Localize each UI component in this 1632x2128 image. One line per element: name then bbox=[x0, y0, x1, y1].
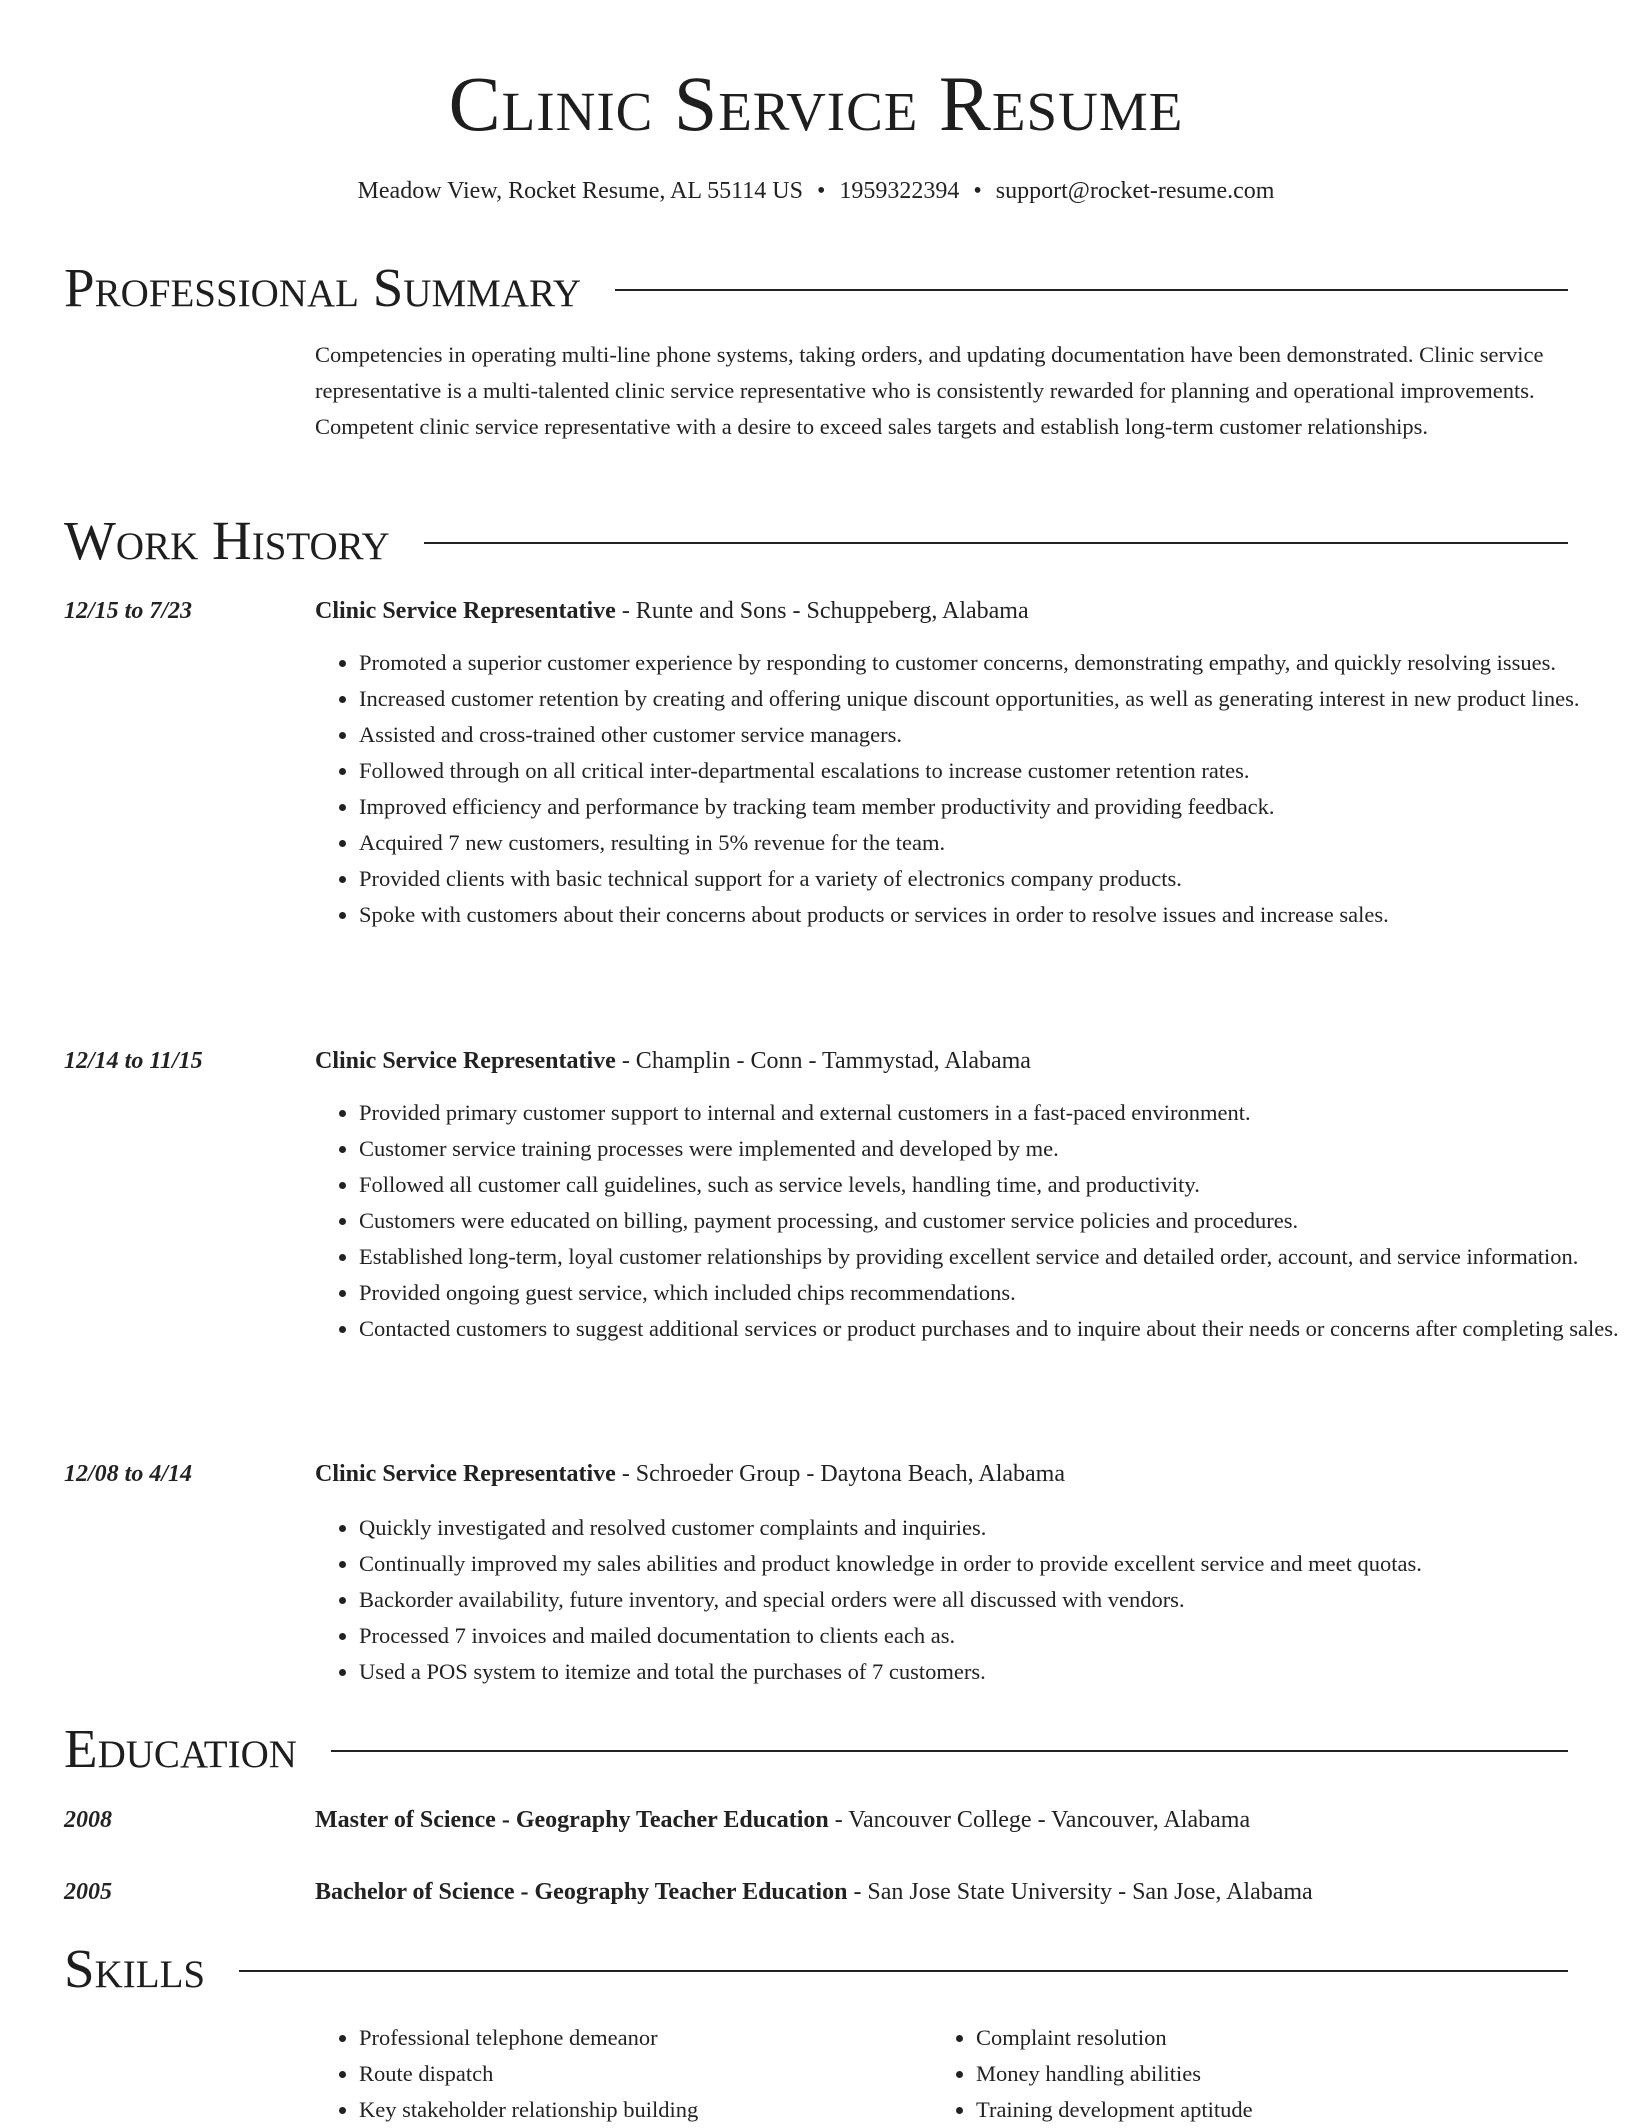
summary-text: Competencies in operating multi-line phone systems, taking orders, and updating documentation have been demonstrated. Clinic service representative is a multi-talented clinic service representative who is consistently rewarded for planning and operational improvements. Competent clinic service representative with a desire to exceed sales targets and establish long-term customer relationships. bbox=[315, 342, 1544, 439]
job-bullet: • Customers were educated on billing, payment processing, and customer service policies and procedures. bbox=[359, 1203, 1619, 1239]
education-degree: Bachelor of Science - Geography Teacher Education bbox=[315, 1879, 848, 1905]
skill-item: • Complaint resolution bbox=[976, 2020, 1576, 2056]
job-bullet: • Followed all customer call guidelines, such as service levels, handling time, and productivity. bbox=[359, 1167, 1619, 1203]
education-entry bbox=[0, 1874, 1632, 1910]
section-header-skills bbox=[64, 1937, 1568, 2001]
job-dates: 12/08 to 4/14 bbox=[64, 1461, 193, 1487]
skill-item: • Training development aptitude bbox=[976, 2092, 1576, 2128]
education-year: 2005 bbox=[64, 1879, 112, 1905]
section-title: Work History bbox=[64, 510, 390, 571]
job-role bbox=[315, 1456, 1065, 1492]
education-details: - San Jose State University - San Jose, Alabama bbox=[847, 1879, 1313, 1905]
section-title: Professional Summary bbox=[64, 257, 582, 318]
job-role bbox=[315, 1043, 1031, 1079]
skill-item: • Money handling abilities bbox=[976, 2056, 1576, 2092]
section-divider bbox=[239, 1970, 1568, 1972]
job-bullet: • Followed through on all critical inter-departmental escalations to increase customer retention rates. bbox=[359, 753, 1619, 789]
job-title: Clinic Service Representative bbox=[315, 1461, 616, 1487]
skill-item: • Key stakeholder relationship building bbox=[359, 2092, 929, 2128]
job-details: - Champlin - Conn - Tammystad, Alabama bbox=[615, 1048, 1031, 1074]
job-bullet: • Used a POS system to itemize and total the purchases of 7 customers. bbox=[359, 1654, 1619, 1690]
contact-email: support@rocket-resume.com bbox=[995, 178, 1275, 204]
job-title: Clinic Service Representative bbox=[315, 598, 616, 624]
contact-separator: • bbox=[816, 178, 826, 204]
job-bullet: • Promoted a superior customer experience by responding to customer concerns, demonstrating empathy, and quickly resolving issues. bbox=[359, 645, 1619, 681]
job-details: - Runte and Sons - Schuppeberg, Alabama bbox=[615, 598, 1029, 624]
education-degree-line bbox=[315, 1874, 1313, 1910]
section-header-education bbox=[64, 1717, 1568, 1781]
job-bullet: • Improved efficiency and performance by tracking team member productivity and providing feedback. bbox=[359, 789, 1619, 825]
skill-item: • Professional telephone demeanor bbox=[359, 2020, 929, 2056]
job-bullet: • Spoke with customers about their concerns about products or services in order to resolve issues and increase sales. bbox=[359, 897, 1619, 933]
job-bullets bbox=[315, 1510, 1619, 1690]
education-details: - Vancouver College - Vancouver, Alabama bbox=[828, 1807, 1251, 1833]
contact-phone: 1959322394 bbox=[839, 178, 960, 204]
skill-item: • Route dispatch bbox=[359, 2056, 929, 2092]
section-divider bbox=[331, 1750, 1568, 1752]
job-dates: 12/14 to 11/15 bbox=[64, 1048, 203, 1074]
job-bullet: • Backorder availability, future inventory, and special orders were all discussed with vendors. bbox=[359, 1582, 1619, 1618]
education-degree: Master of Science - Geography Teacher Education bbox=[315, 1807, 829, 1833]
job-bullets bbox=[315, 645, 1619, 933]
job-bullet: • Provided primary customer support to internal and external customers in a fast-paced environment. bbox=[359, 1095, 1619, 1131]
job-dates: 12/15 to 7/23 bbox=[64, 598, 193, 624]
job-role bbox=[315, 593, 1029, 629]
job-details: - Schroeder Group - Daytona Beach, Alabama bbox=[615, 1461, 1065, 1487]
education-degree-line bbox=[315, 1802, 1250, 1838]
job-bullet: • Continually improved my sales abilities and product knowledge in order to provide excellent service and meet quotas. bbox=[359, 1546, 1619, 1582]
job-bullet: • Assisted and cross-trained other customer service managers. bbox=[359, 717, 1619, 753]
section-divider bbox=[615, 289, 1568, 291]
resume-title: Clinic Service Resume bbox=[448, 60, 1184, 147]
job-bullet: • Contacted customers to suggest additional services or product purchases and to inquire about their needs or concerns after completing sales. bbox=[359, 1311, 1619, 1347]
job-bullet: • Provided ongoing guest service, which included chips recommendations. bbox=[359, 1275, 1619, 1311]
job-bullet: • Established long-term, loyal customer relationships by providing excellent service and detailed order, account, and service information. bbox=[359, 1239, 1619, 1275]
job-title: Clinic Service Representative bbox=[315, 1048, 616, 1074]
education-entry bbox=[0, 1802, 1632, 1838]
job-bullet: • Processed 7 invoices and mailed documentation to clients each as. bbox=[359, 1618, 1619, 1654]
contact-separator: • bbox=[973, 178, 982, 204]
contact-address: Meadow View, Rocket Resume, AL 55114 US bbox=[357, 178, 803, 204]
job-bullets bbox=[315, 1095, 1619, 1347]
section-title: Education bbox=[64, 1718, 297, 1779]
job-bullet: • Provided clients with basic technical support for a variety of electronics company products. bbox=[359, 861, 1619, 897]
job-bullet: • Quickly investigated and resolved customer complaints and inquiries. bbox=[359, 1510, 1619, 1546]
job-bullet: • Acquired 7 new customers, resulting in 5% revenue for the team. bbox=[359, 825, 1619, 861]
section-title: Skills bbox=[64, 1938, 206, 1999]
job-bullet: • Increased customer retention by creating and offering unique discount opportunities, as well as generating interest in new product lines. bbox=[359, 681, 1619, 717]
contact-line bbox=[0, 175, 1632, 207]
section-divider bbox=[424, 542, 1568, 544]
job-bullet: • Customer service training processes were implemented and developed by me. bbox=[359, 1131, 1619, 1167]
education-year: 2008 bbox=[64, 1807, 112, 1833]
section-header-work-history bbox=[64, 509, 1568, 573]
section-header-summary bbox=[64, 256, 1568, 320]
